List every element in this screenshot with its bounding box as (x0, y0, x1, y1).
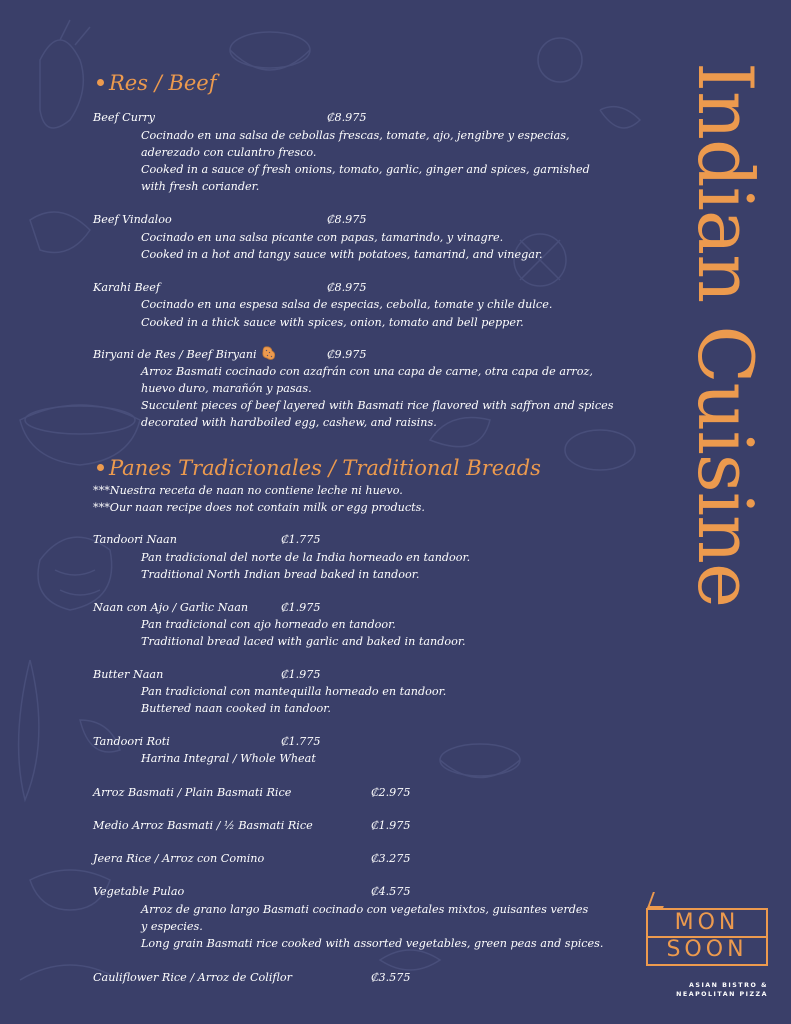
menu-item-description: Harina Integral / Whole Wheat (141, 752, 316, 765)
menu-item-description: Cooked in a hot and tangy sauce with potatoes, tamarind, and vinegar. (141, 248, 543, 261)
menu-item-description: Cooked in a sauce of fresh onions, tomato, garlic, ginger and spices, garnished (141, 163, 590, 176)
menu-item-description: Arroz Basmati cocinado con azafrán con una capa de carne, otra capa de arroz, (141, 365, 593, 378)
menu-item-price: ₡8.975 (327, 111, 367, 124)
menu-item-price: ₡1.975 (281, 601, 321, 614)
menu-item-name: Butter Naan (93, 668, 164, 681)
menu-item-name: Tandoori Roti (93, 735, 170, 748)
menu-item-description: aderezado con culantro fresco. (141, 146, 317, 159)
menu-item-description: Traditional bread laced with garlic and baked in tandoor. (141, 635, 466, 648)
menu-item-price: ₡1.975 (281, 668, 321, 681)
menu-item-description: Buttered naan cooked in tandoor. (141, 702, 331, 715)
logo-tagline-1: ASIAN BISTRO & (689, 982, 768, 989)
menu-item-price: ₡1.775 (281, 533, 321, 546)
menu-item-description: y especies. (141, 920, 203, 933)
menu-item-description: Pan tradicional con ajo horneado en tandoor. (141, 618, 396, 631)
menu-item-name: Cauliflower Rice / Arroz de Coliflor (93, 971, 292, 984)
menu-item-description: Traditional North Indian bread baked in tandoor. (141, 568, 420, 581)
menu-item-price: ₡8.975 (327, 281, 367, 294)
menu-item-price: ₡3.275 (371, 852, 411, 865)
logo-accent-mark (647, 892, 669, 908)
menu-item-description: Succulent pieces of beef layered with Basmati rice flavored with saffron and spices (141, 399, 614, 412)
section-note: ***Our naan recipe does not contain milk or egg products. (93, 501, 425, 514)
logo-box (646, 908, 768, 966)
menu-item-price: ₡9.975 (327, 348, 367, 361)
page-title-vertical (650, 62, 790, 622)
logo-tagline-2: NEAPOLITAN PIZZA (676, 991, 768, 998)
menu-item-name: Tandoori Naan (93, 533, 177, 546)
menu-item-price: ₡4.575 (371, 885, 411, 898)
menu-item-description: Cocinado en una salsa picante con papas, tamarindo, y vinagre. (141, 231, 504, 244)
logo-text-soon: SOON (666, 937, 748, 962)
menu-item-name: Jeera Rice / Arroz con Comino (93, 852, 265, 865)
menu-item-name: Arroz Basmati / Plain Basmati Rice (93, 786, 292, 799)
menu-item-price: ₡3.575 (371, 971, 411, 984)
menu-item-price: ₡2.975 (371, 786, 411, 799)
menu-item-price: ₡1.775 (281, 735, 321, 748)
menu-item-description: Cocinado en una espesa salsa de especias, cebolla, tomate y chile dulce. (141, 298, 553, 311)
menu-item-description: with fresh coriander. (141, 180, 260, 193)
section-title-beef (97, 71, 217, 95)
section-note: ***Nuestra receta de naan no contiene leche ni huevo. (93, 484, 403, 497)
menu-item-name: Beef Curry (93, 111, 155, 124)
section-title-breads (97, 456, 541, 480)
menu-item-description: Long grain Basmati rice cooked with assorted vegetables, green peas and spices. (141, 937, 604, 950)
logo-text-mon: MON (648, 910, 766, 938)
menu-item-description: decorated with hardboiled egg, cashew, and raisins. (141, 416, 437, 429)
menu-item-description: Pan tradicional del norte de la India horneado en tandoor. (141, 551, 471, 564)
page-title: Indian Cuisine (681, 62, 770, 607)
menu-item-name: Naan con Ajo / Garlic Naan (93, 601, 249, 614)
menu-item-name: Medio Arroz Basmati / ½ Basmati Rice (93, 819, 313, 832)
monsoon-logo (642, 888, 768, 1000)
menu-item-name: Beef Vindaloo (93, 213, 172, 226)
menu-item-description: Pan tradicional con mantequilla horneado en tandoor. (141, 685, 447, 698)
menu-item-description: Arroz de grano largo Basmati cocinado con vegetales mixtos, guisantes verdes (141, 903, 589, 916)
section-title-breads-text: Panes Tradicionales / Traditional Breads (109, 456, 541, 480)
menu-item-description: Cooked in a thick sauce with spices, onion, tomato and bell pepper. (141, 316, 524, 329)
menu-item-name: Vegetable Pulao (93, 885, 185, 898)
menu-item-description: huevo duro, marañón y pasas. (141, 382, 312, 395)
section-title-beef-text: Res / Beef (109, 71, 217, 95)
menu-item-description: Cocinado en una salsa de cebollas frescas, tomate, ajo, jengibre y especias, (141, 129, 570, 142)
menu-item-name: Karahi Beef (93, 281, 160, 294)
menu-item-name: Biryani de Res / Beef Biryani (93, 348, 257, 361)
menu-item-price: ₡1.975 (371, 819, 411, 832)
peanut-icon (261, 345, 277, 361)
bullet-icon (97, 464, 104, 471)
menu-item-price: ₡8.975 (327, 213, 367, 226)
bullet-icon (97, 79, 104, 86)
